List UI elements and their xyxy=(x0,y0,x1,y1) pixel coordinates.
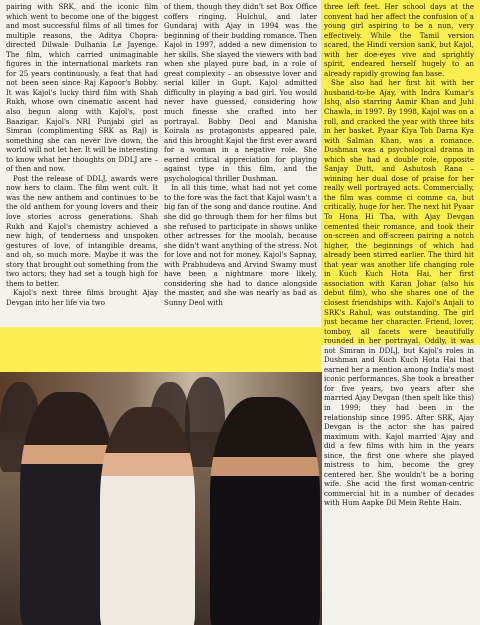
paragraph: three left feet. Her school days at the convent had her affect the confusion of a young girl aspiring to be a nun, very effectively. While the Tamil version scared, the Hindi version sank, but Kajol, with her doe-eyes vive and sprightly spirit, endeared herself hugely to an already rapidly growing fan base. xyxy=(324,2,474,78)
article-column-1 xyxy=(6,2,158,370)
article-column-2 xyxy=(164,2,317,368)
photo-person-center xyxy=(100,407,195,625)
paragraph: of them, though they didn't set Box Office coffers ringing. Hulchul, and later Gundaraj with Ajay in 1994 was the beginning of their budding romance. Then Kajol in 1997, added a new dimension to her skills. She slayed the viewers with bad when she played pure bad, in a role of great complexity – an obsessive lover and serial killer in Gupt. Kajol admitted difficulty in playing a bad girl. You would never have guessed, considering how much finesse she crafted into her portrayal. Bobby Deol and Manisha Koirala as protagonists appeared pale, and this brought Kajol the first ever award for a woman in a negative role. She earned critical appreciation for playing against type in this film, and the psychological thriller Dushman. xyxy=(164,2,317,183)
paragraph: pairing with SRK, and the iconic film which went to become one of the biggest and most successful films of all times for multiple reasons, the Aditya Chopra-directed Dilwale Dulhania Le Jayenge. The film, which carried unimaginable figures in the international markets ran for 25 years continuously, a feat that had not been seen since Raj Kapoor's Bobby. It was Kajol's lucky third film with Shah Rukh, whose own cinematic ascent had also begun along with Kajol's, post Baazigar. Kajol's NRI Punjabi girl as Simran (complimenting SRK as Raj) is something she can never live down, the world will not let her. It will be interesting to know what her thoughts on DDLJ are – of then and now. xyxy=(6,2,158,174)
paragraph: She also had her first hit with her husband-to-be Ajay, with Indra Kumar's Ishq, also starring Aamir Khan and Juhi Chawla, in 1997. By 1998, Kajol was on a roll, and cracked the year with three hits in her basket. Pyaar Kiya Toh Darna Kya with Salman Khan, was a romance. Dushman was a psychological drama in which she had a double role, opposite Sanjay Dutt, and Ashutosh Rana – winning her dual dose of praise for her really well portrayed acts. Commercially, the film was comme ci comme ca, but critically, huge for her. The next hit Pyaar To Hona Hi Tha, with Ajay Devgan cemented their romance, and took their on-screen and off-screen pairing a notch higher, the beginnings of which had already been stirred earlier. The third hit that year was another life changing role in Kuch Kuch Hota Hai, her first association with Karan Johar (also his debut film), who she shares one of the closest friendships with. Kajol's Anjali to SRK's Rahul, was outstanding. The girl just became her character. Friend, lover, tomboy, all facets were beautifully rounded in her portrayal. Oddly, it was not Simran in DDLJ, but Kajol's roles in Dushman and Kuch Kuch Hota Hai that earned her a mention among India's most iconic performances. She took a breather for five years, two years after she married Ajay Devgan (then spelt like this) in 1999; they had been in the relationship since 1995. After SRK, Ajay Devgan is the actor she has paired maximum with. Kajol married Ajay and did a few films with him in the years since, the first one where she played mistress to him, become the grey centered her. She wouldn't be a boring wife. She acid the first woman-centric commercial hit in a number of decades with Hum Aapke Dil Mein Rehte Hain. xyxy=(324,78,474,508)
paragraph: Post the release of DDLJ, awards were now hers to claim. The film went cult. It was the new anthem and continues to be the old anthem for young lovers and their love stories across generations. Shah Rukh and Kajol's chemistry achieved a new high, of tenderness and unspoken gestures of love, of intangible dreams, and oh, so much more. Maybe it was the story that brought out something from the two actors; they had set a tough high for them to better. xyxy=(6,173,158,288)
paragraph: Kajol's next three films brought Ajay Devgan into her life via two xyxy=(6,288,158,307)
paragraph: In all this time, what had not yet come to the fore was the fact that Kajol wasn't a big fan of the song and dance routine. And she did go through them for her films but she refused to participate in shows unlike other actresses for the moolah, because she didn't want anything of the stress. Not for love and not for money. Kajol's Sapnay, with Prabhudeva and Arvind Swamy must have been a nightmare more likely, considering she had to dance alongside the master, and she was nearly as bad as Sunny Deol with xyxy=(164,183,317,307)
event-photo xyxy=(0,372,322,625)
article-column-3 xyxy=(324,2,474,623)
photo-person-right xyxy=(210,397,320,625)
